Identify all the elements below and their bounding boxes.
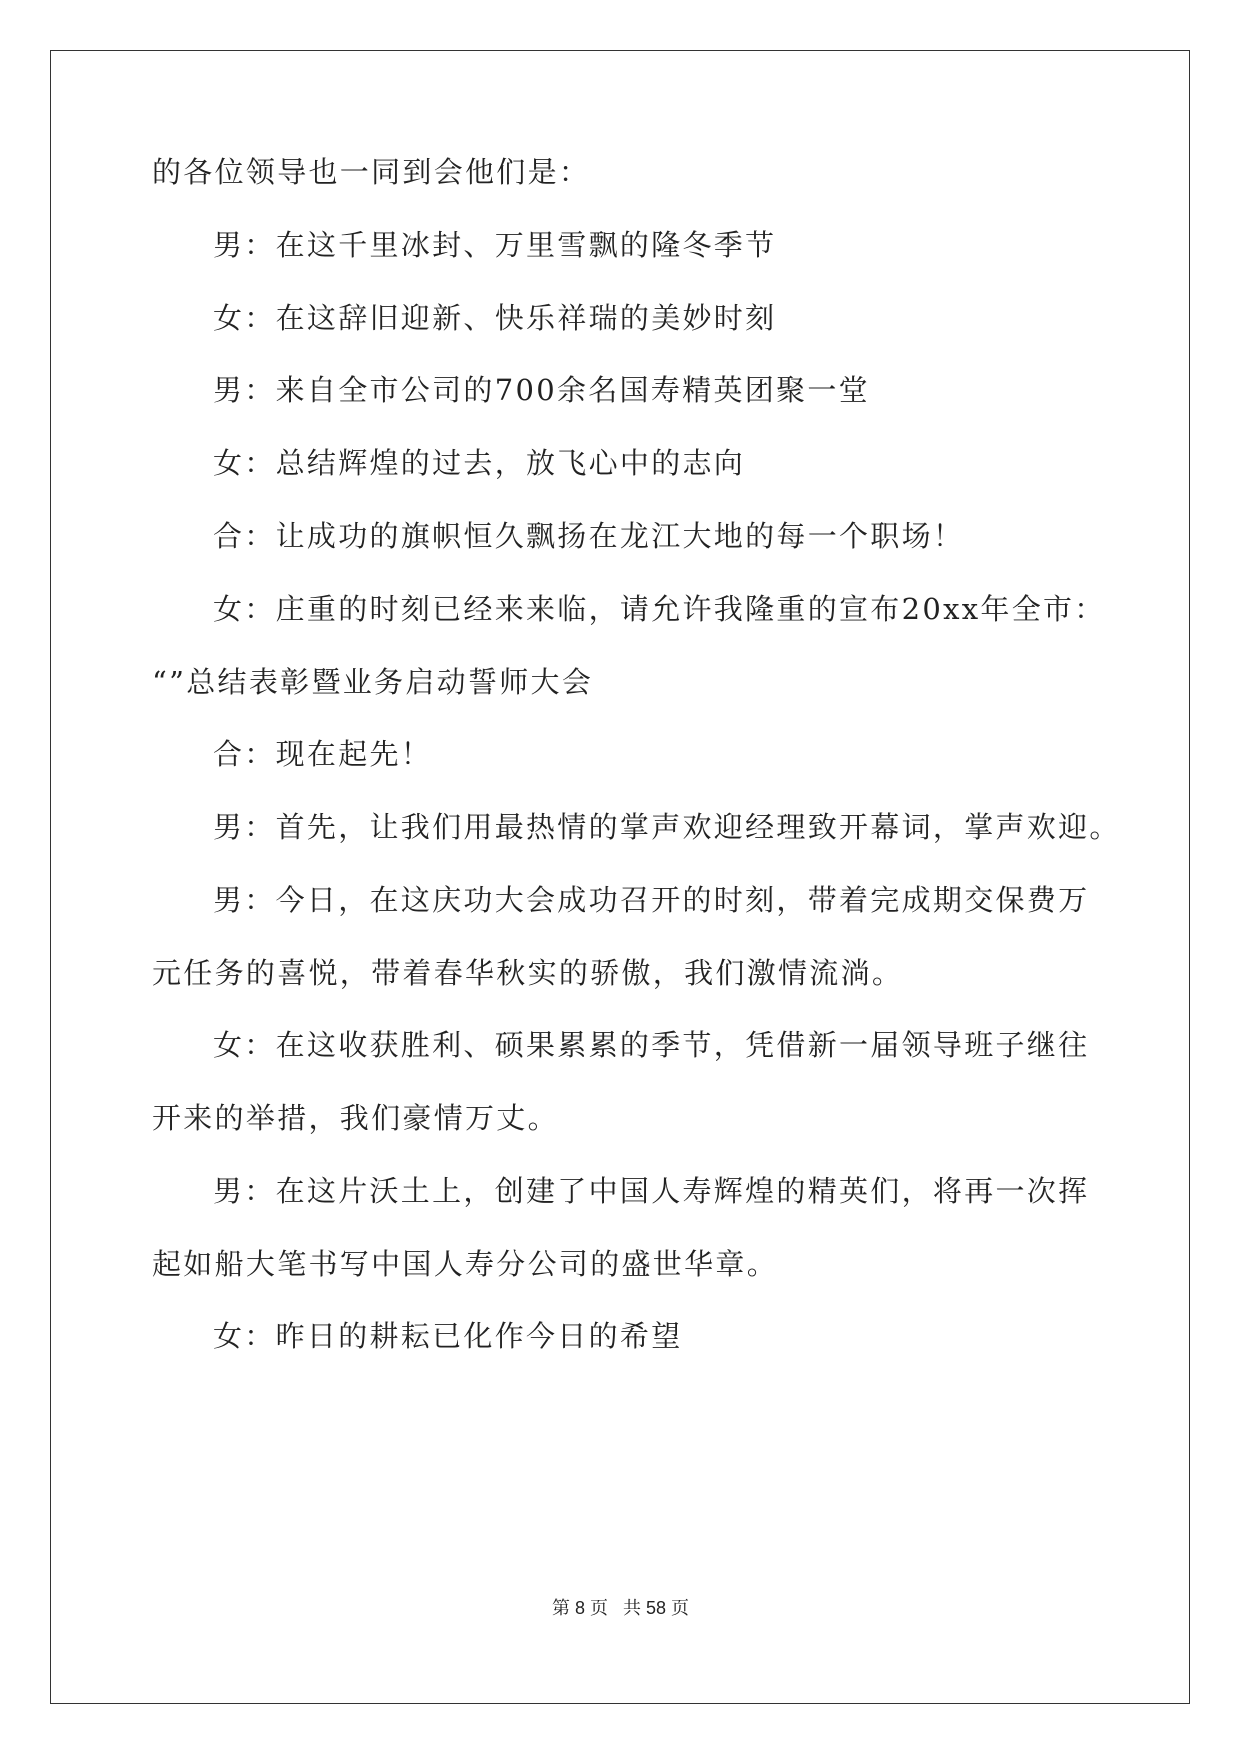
text-line-17: 女：昨日的耕耘已化作今日的希望 [213, 1319, 683, 1353]
text-line-8: “”总结表彰暨业务启动誓师大会 [152, 665, 594, 699]
text-line-11: 男：今日，在这庆功大会成功召开的时刻，带着完成期交保费万 [213, 883, 1090, 917]
text-line-9: 合：现在起先！ [213, 737, 433, 771]
text-line-1: 的各位领导也一同到会他们是： [152, 155, 591, 189]
text-line-10: 男：首先，让我们用最热情的掌声欢迎经理致开幕词，掌声欢迎。 [213, 810, 1121, 844]
text-line-15: 男：在这片沃土上，创建了中国人寿辉煌的精英们，将再一次挥 [213, 1174, 1090, 1208]
text-line-5: 女：总结辉煌的过去，放飞心中的志向 [213, 446, 746, 480]
text-line-13: 女：在这收获胜利、硕果累累的季节，凭借新一届领导班子继往 [213, 1028, 1090, 1062]
text-line-3: 女：在这辞旧迎新、快乐祥瑞的美妙时刻 [213, 301, 777, 335]
text-line-7: 女：庄重的时刻已经来来临，请允许我隆重的宣布20xx年全市： [213, 592, 1106, 626]
page-number: 第 8 页 共 58 页 [551, 1598, 690, 1618]
text-line-4: 男：来自全市公司的700余名国寿精英团聚一堂 [213, 373, 870, 407]
text-line-12: 元任务的喜悦，带着春华秋实的骄傲，我们激情流淌。 [152, 956, 904, 990]
text-line-2: 男：在这千里冰封、万里雪飘的隆冬季节 [213, 228, 777, 262]
text-line-14: 开来的举措，我们豪情万丈。 [152, 1101, 559, 1135]
text-line-6: 合：让成功的旗帜恒久飘扬在龙江大地的每一个职场！ [213, 519, 965, 553]
text-line-16: 起如船大笔书写中国人寿分公司的盛世华章。 [152, 1247, 779, 1281]
